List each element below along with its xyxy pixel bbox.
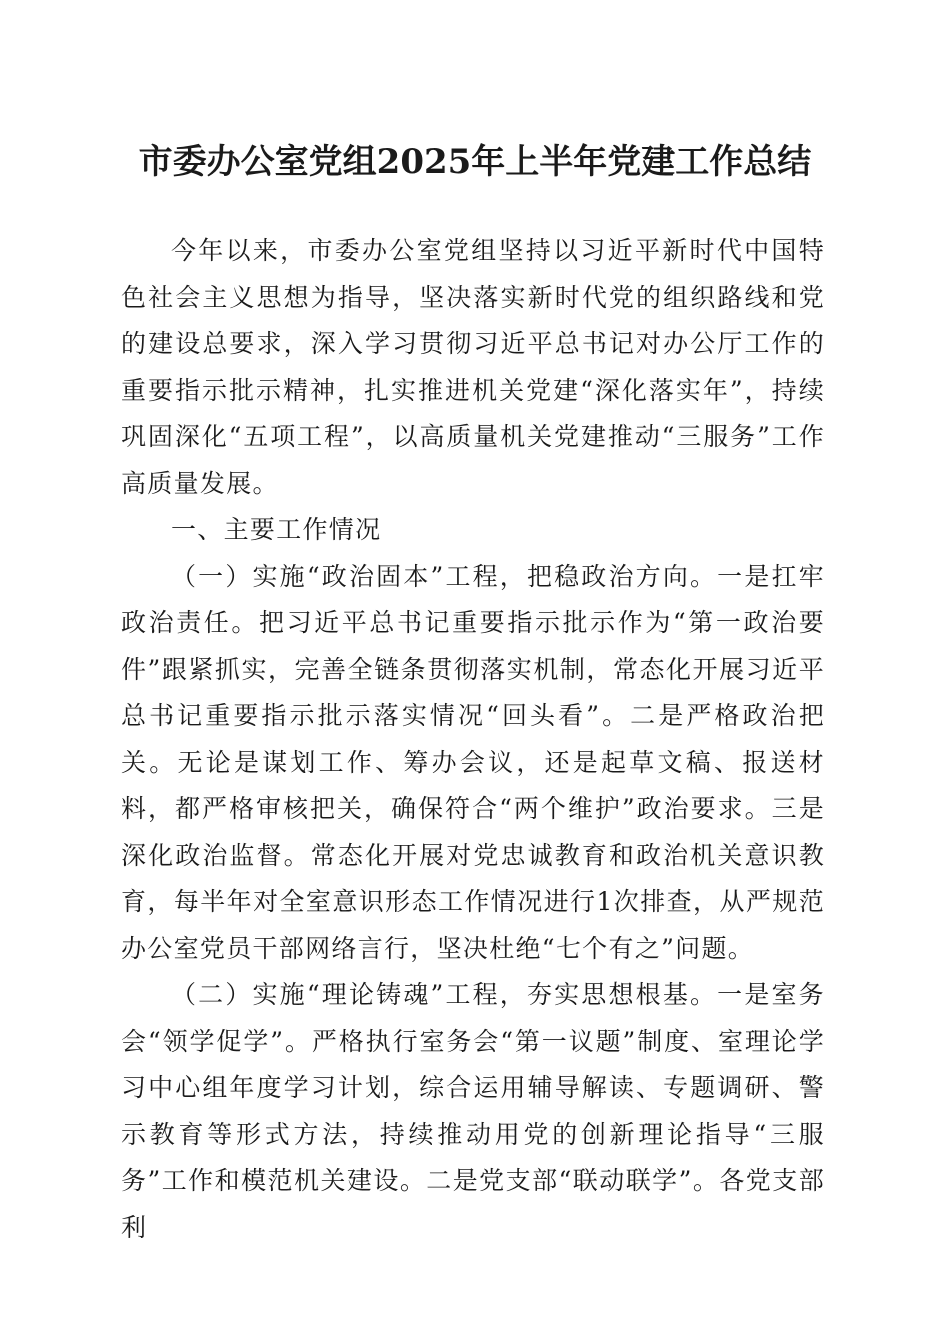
document-title: 市委办公室党组2025年上半年党建工作总结: [138, 142, 812, 182]
intro-paragraph: 今年以来，市委办公室党组坚持以习近平新时代中国特色社会主义思想为指导，坚决落实新时代党的组织路线和党的建设总要求，深入学习贯彻习近平总书记对办公厅工作的重要指示批示精神，扎实推进机关党建“深化落实年”，持续巩固深化“五项工程”，以高质量机关党建推动“三服务”工作高质量发展。: [121, 236, 825, 498]
section-heading: 一、主要工作情况: [171, 515, 382, 544]
section-paragraph-2: （二）实施“理论铸魂”工程，夯实思想根基。一是室务会“领学促学”。严格执行室务会“第一议题”制度、室理论学习中心组年度学习计划，综合运用辅导解读、专题调研、警示教育等形式方法，持续推动用党的创新理论指导“三服务”工作和模范机关建设。二是党支部“联动联学”。各党支部利: [121, 980, 825, 1242]
document-body: [121, 228, 825, 1251]
section-paragraph-1: （一）实施“政治固本”工程，把稳政治方向。一是扛牢政治责任。把习近平总书记重要指示批示作为“第一政治要件”跟紧抓实，完善全链条贯彻落实机制，常态化开展习近平总书记重要指示批示落实情况“回头看”。二是严格政治把关。无论是谋划工作、筹办会议，还是起草文稿、报送材料，都严格审核把关，确保符合“两个维护”政治要求。三是深化政治监督。常态化开展对党忠诚教育和政治机关意识教育，每半年对全室意识形态工作情况进行1次排查，从严规范办公室党员干部网络言行，坚决杜绝“七个有之”问题。: [121, 561, 825, 963]
